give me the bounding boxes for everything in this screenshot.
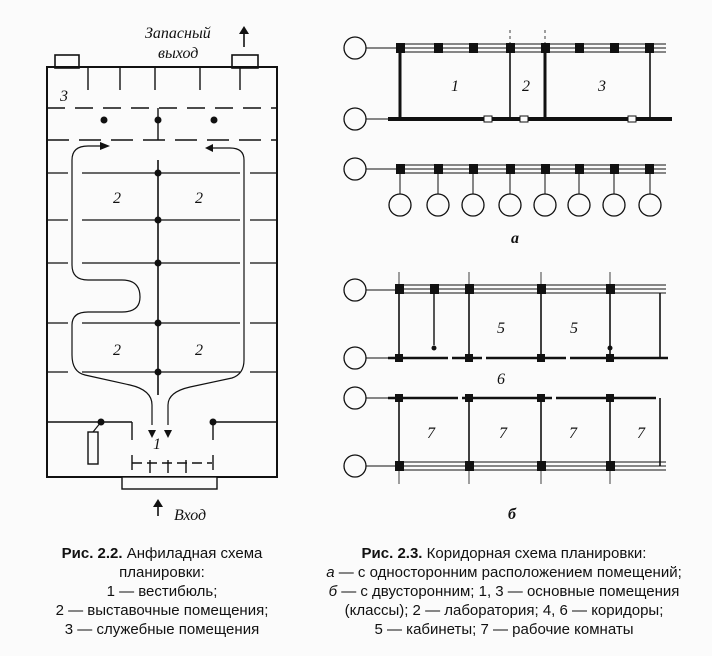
caption-2-3-title-rest: Коридорная схема планировки: (426, 545, 647, 562)
room-label-2b: 2 (195, 190, 203, 207)
caption-2-3-line2-rest: — с односторонним расположением помещений; (338, 564, 682, 581)
caption-figure-2-2 (22, 544, 302, 639)
caption-2-3-line3-rest: — с двусторонним; 1, 3 — основные помещения (341, 583, 680, 600)
exit-label-line1: Запасный (145, 25, 211, 42)
caption-2-3-line2-letter: а (326, 564, 335, 581)
scheme-b-room-7d: 7 (637, 425, 645, 442)
caption-2-3-line4: (классы); 2 — лаборатория; 4, 6 — коридоры; (344, 602, 664, 619)
scheme-b-room-7b: 7 (499, 425, 507, 442)
scheme-a-room-3: 3 (598, 78, 606, 95)
figure-2-2-plan (47, 26, 277, 516)
exit-label-line2: выход (158, 45, 199, 62)
scheme-b-room-7c: 7 (569, 425, 577, 442)
caption-2-2-line5: 3 — служебные помещения (64, 621, 260, 638)
scheme-a-room-1: 1 (451, 78, 459, 95)
room-label-2c: 2 (113, 342, 121, 359)
circulation-path (72, 146, 152, 425)
building-outline (47, 67, 277, 477)
caption-2-2-line4: 2 — выставочные помещения; (55, 602, 269, 619)
caption-2-2-line2: планировки: (119, 564, 205, 581)
figure-2-3-scheme-a (344, 30, 672, 216)
room-label-2d: 2 (195, 342, 203, 359)
scheme-a-letter: а (511, 230, 519, 247)
caption-2-3-line5: 5 — кабинеты; 7 — рабочие комнаты (374, 621, 634, 638)
caption-2-2-title-rest: Анфиладная схема (126, 545, 263, 562)
entrance-label: Вход (174, 507, 207, 524)
caption-2-2-line3: 1 — вестибюль; (106, 583, 218, 600)
scheme-a-room-2: 2 (522, 78, 530, 95)
caption-2-3-title: Рис. 2.3. (361, 545, 423, 562)
room-label-3: 3 (60, 88, 68, 105)
scheme-b-room-5b: 5 (570, 320, 578, 337)
room-label-1: 1 (153, 436, 161, 453)
scheme-b-room-5a: 5 (497, 320, 505, 337)
scheme-b-room-7a: 7 (427, 425, 435, 442)
scheme-b-corridor-6: 6 (497, 371, 505, 388)
caption-2-3-line3-letter: б (328, 583, 338, 600)
figure-2-3-scheme-b (344, 272, 668, 484)
caption-2-2-title: Рис. 2.2. (61, 545, 123, 562)
room-label-2a: 2 (113, 190, 121, 207)
entrance-porch (122, 477, 217, 489)
scheme-b-letter: б (508, 506, 516, 523)
caption-figure-2-3 (308, 544, 700, 639)
